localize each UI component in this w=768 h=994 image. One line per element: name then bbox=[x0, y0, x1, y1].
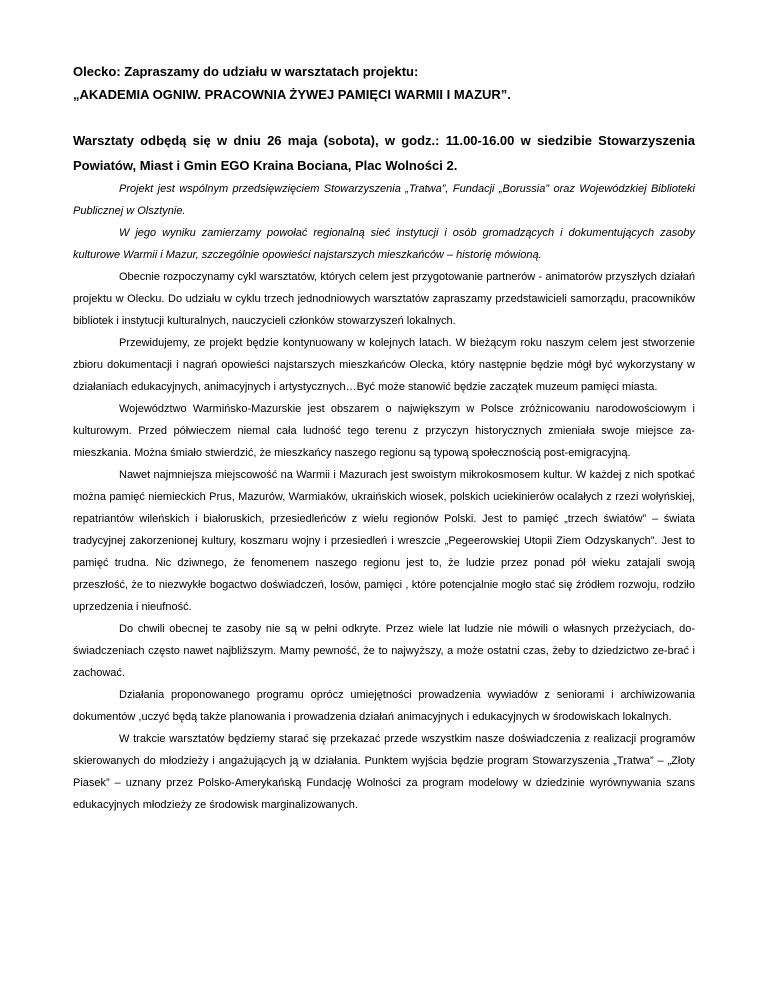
paragraph-microcosm: Nawet najmniejsza miejscowość na Warmii i Mazurach jest swoistym mikrokosmosem kultur. W każdej z nich spotkać można pamięć niemieckich Prus, Mazurów, Warmiaków, ukraińskich wiosek, polskich uciekinierów ocalałych z rzezi wołyńskiej, repatriantów wileńskich i białoruskich, przesiedleńców z wielu regionów Polski. Jest to pamięć „trzech światów” – świata tradycyjnej zakorzenionej kultury, koszmaru wojny i przesiedleń i wreszcie „Pegeerowskiej Utopii Ziem Odzyskanych”. Jest to pamięć trudna. Nic dziwnego, że fenomenem naszego regionu jest to, że ludzie przez ponad pół wieku zatajali swoją przeszłość, że to niezwykłe bogactwo doświadczeń, losów, pamięci , które potencjalnie mogło stać się źródłem rozwoju, rodziło uprzedzenia i nieufność. bbox=[73, 469, 695, 613]
paragraph-resources: Do chwili obecnej te zasoby nie są w pełni odkryte. Przez wiele lat ludzie nie mówili o własnych przeżyciach, do-świadczeniach często nawet najbliższym. Mamy pewność, że to najwyższy, a może ostatni czas, żeby to dziedzictwo ze-brać i zachować. bbox=[73, 623, 695, 679]
paragraph-project-goal: W jego wyniku zamierzamy powołać regionalną sieć instytucji i osób gromadzących i dokumentujących zasoby kulturowe Warmii i Mazur, szczególnie opowieści najstarszych mieszkańców – historię mówioną. bbox=[73, 227, 695, 261]
paragraph-program-activities: Działania proponowanego programu oprócz umiejętności prowadzenia wywiadów z seniorami i archiwizowania dokumentów ,uczyć będą także planowania i prowadzenia działań animacyjnych i edukacyjnych w środowiskach lokalnych. bbox=[73, 689, 695, 723]
paragraph-continuation: Przewidujemy, ze projekt będzie kontynuowany w kolejnych latach. W bieżącym roku naszym celem jest stworzenie zbioru dokumentacji i nagrań opowieści najstarszych mieszkańców Olecka, który następnie będzie mógł być wykorzystany w działaniach edukacyjnych, animacyjnych i artystycznych…Być może stanowić będzie zaczątek muzeum pamięci miasta. bbox=[73, 337, 695, 393]
title-line-2: „AKADEMIA OGNIW. PRACOWNIA ŻYWEJ PAMIĘCI WARMII I MAZUR”. bbox=[73, 87, 511, 102]
title-line-1: Olecko: Zapraszamy do udziału w warsztatach projektu: bbox=[73, 64, 419, 79]
document-page bbox=[73, 56, 695, 816]
document-title bbox=[73, 60, 695, 106]
workshop-announcement: Warsztaty odbędą się w dniu 26 maja (sobota), w godz.: 11.00-16.00 w siedzibie Stowarzyszenia Powiatów, Miast i Gmin EGO Kraina Bociana, Plac Wolności 2. bbox=[73, 133, 695, 173]
paragraph-region-diversity: Województwo Warmińsko-Mazurskie jest obszarem o największym w Polsce zróżnicowaniu narodowościowym i kulturowym. Przed półwieczem niemal cała ludność tego terenu z przyczyn historycznych zmieniała swoje miejsce za-mieszkania. Można śmiało stwierdzić, że mieszkańcy naszego regionu są typową społecznością post-emigracyjną. bbox=[73, 403, 695, 459]
paragraph-project-partners: Projekt jest wspólnym przedsięwzięciem Stowarzyszenia „Tratwa”, Fundacji „Borussia” oraz Wojewódzkiej Biblioteki Publicznej w Olsztynie. bbox=[73, 183, 695, 217]
paragraph-workshop-cycle: Obecnie rozpoczynamy cykl warsztatów, których celem jest przygotowanie partnerów - animatorów przyszłych działań projektu w Olecku. Do udziału w cyklu trzech jednodniowych warsztatów zapraszamy przedstawicieli samorządu, pracowników bibliotek i instytucji kulturalnych, nauczycieli członków stowarzyszeń lokalnych. bbox=[73, 271, 695, 327]
paragraph-experience: W trakcie warsztatów będziemy starać się przekazać przede wszystkim nasze doświadczenia z realizacji programów skierowanych do młodzieży i angażujących ją w działania. Punktem wyjścia będzie program Stowarzyszenia „Tratwa” – „Złoty Piasek” – uznany przez Polsko-Amerykańską Fundację Wolności za program modelowy w dziedzinie wyrównywania szans edukacyjnych młodzieży ze środowisk marginalizowanych. bbox=[73, 733, 695, 811]
